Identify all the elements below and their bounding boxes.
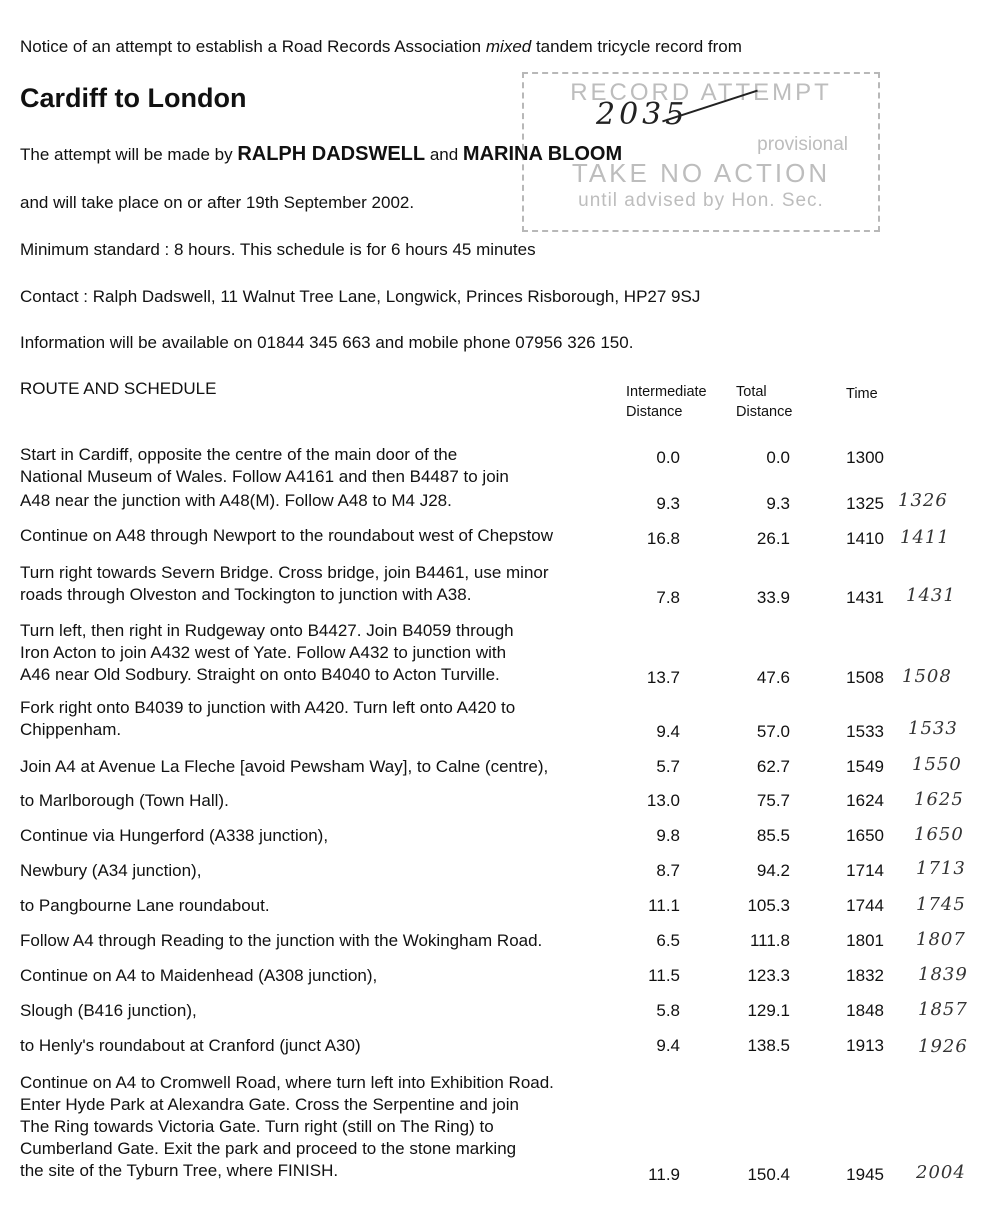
desc-line: National Museum of Wales. Follow A4161 and then B4487 to join xyxy=(20,467,509,486)
desc-line: the site of the Tyburn Tree, where FINISH. xyxy=(20,1161,339,1180)
intermediate-distance: 5.7 xyxy=(656,757,680,776)
row-description xyxy=(20,1072,660,1182)
total-distance: 138.5 xyxy=(747,1036,790,1055)
desc-line: roads through Olveston and Tockington to junction with A38. xyxy=(20,585,472,604)
handwritten-actual-time: 1533 xyxy=(908,718,958,739)
scheduled-time: 1945 xyxy=(846,1165,884,1184)
row-description xyxy=(20,895,660,917)
total-distance: 85.5 xyxy=(756,826,790,845)
stamp-line-1: RECORD ATTEMPT xyxy=(570,79,832,106)
total-distance: 57.0 xyxy=(756,722,790,741)
row-description xyxy=(20,490,660,512)
row-description xyxy=(20,756,660,778)
handwritten-actual-time: 1431 xyxy=(906,585,956,606)
rider-1: RALPH DADSWELL xyxy=(237,143,426,165)
intermediate-distance: 9.8 xyxy=(656,826,680,845)
row-description xyxy=(20,620,660,686)
scheduled-time: 1508 xyxy=(846,668,884,687)
stamp-line-4: until advised by Hon. Sec. xyxy=(578,190,824,211)
handwritten-actual-time: 1839 xyxy=(918,964,968,985)
col-time: Time xyxy=(846,386,878,402)
row-description xyxy=(20,1000,660,1022)
total-distance: 105.3 xyxy=(747,896,790,915)
desc-line: to Henly's roundabout at Cranford (junct A30) xyxy=(20,1036,361,1055)
handwritten-actual-time: 1807 xyxy=(916,929,966,950)
scheduled-time: 1744 xyxy=(846,896,884,915)
row-description xyxy=(20,965,660,987)
desc-line: A48 near the junction with A48(M). Follow A48 to M4 J28. xyxy=(20,491,452,510)
total-distance: 47.6 xyxy=(756,668,790,687)
intermediate-distance: 11.1 xyxy=(648,896,680,915)
notice-prefix: Notice of an attempt to establish a Road Records Association xyxy=(20,37,486,56)
attempt-and: and xyxy=(425,145,463,164)
total-distance: 33.9 xyxy=(756,588,790,607)
scheduled-time: 1832 xyxy=(846,966,884,985)
desc-line: Join A4 at Avenue La Fleche [avoid Pewsham Way], to Calne (centre), xyxy=(20,757,549,776)
info-line: Information will be available on 01844 345 663 and mobile phone 07956 326 150. xyxy=(20,333,634,352)
handwritten-actual-time: 2004 xyxy=(916,1162,966,1183)
intermediate-distance: 7.8 xyxy=(656,588,680,607)
desc-line: The Ring towards Victoria Gate. Turn right (still on The Ring) to xyxy=(20,1117,494,1136)
scheduled-time: 1801 xyxy=(846,931,884,950)
scheduled-time: 1624 xyxy=(846,791,884,810)
desc-line: Start in Cardiff, opposite the centre of the main door of the xyxy=(20,445,458,464)
desc-line: A46 near Old Sodbury. Straight on onto B4040 to Acton Turville. xyxy=(20,665,500,684)
notice-suffix: tandem tricycle record from xyxy=(531,37,742,56)
intermediate-distance: 9.3 xyxy=(656,494,680,513)
desc-line: to Pangbourne Lane roundabout. xyxy=(20,896,270,915)
scheduled-time: 1549 xyxy=(846,757,884,776)
row-description xyxy=(20,525,660,547)
intermediate-distance: 16.8 xyxy=(646,529,680,548)
scheduled-time: 1650 xyxy=(846,826,884,845)
row-description xyxy=(20,1035,660,1057)
attempt-line xyxy=(20,143,622,166)
col-intermediate-line-1: Intermediate xyxy=(626,384,707,400)
total-distance: 75.7 xyxy=(756,791,790,810)
desc-line: Follow A4 through Reading to the junction with the Wokingham Road. xyxy=(20,931,543,950)
desc-line: Cumberland Gate. Exit the park and proceed to the stone marking xyxy=(20,1139,517,1158)
intermediate-distance: 8.7 xyxy=(656,861,680,880)
handwritten-actual-time: 1926 xyxy=(918,1036,968,1057)
stamp-line-2: provisional xyxy=(757,134,848,155)
handwritten-actual-time: 1650 xyxy=(914,824,964,845)
attempt-prefix: The attempt will be made by xyxy=(20,145,238,164)
desc-line: Enter Hyde Park at Alexandra Gate. Cross the Serpentine and join xyxy=(20,1095,519,1114)
row-description xyxy=(20,444,660,488)
handwritten-actual-time: 1857 xyxy=(918,999,968,1020)
desc-line: Turn right towards Severn Bridge. Cross bridge, join B4461, use minor xyxy=(20,563,549,582)
intermediate-distance: 0.0 xyxy=(656,448,680,467)
contact-line: Contact : Ralph Dadswell, 11 Walnut Tree Lane, Longwick, Princes Risborough, HP27 9SJ xyxy=(20,287,701,306)
intermediate-distance: 5.8 xyxy=(656,1001,680,1020)
page-title: Cardiff to London xyxy=(20,83,247,113)
scheduled-time: 1714 xyxy=(846,861,884,880)
handwritten-actual-time: 1625 xyxy=(914,789,964,810)
col-total-line-1: Total xyxy=(736,384,767,400)
handwritten-actual-time: 1745 xyxy=(916,894,966,915)
scheduled-time: 1533 xyxy=(846,722,884,741)
handwritten-actual-time: 1508 xyxy=(902,666,952,687)
date-line: and will take place on or after 19th September 2002. xyxy=(20,193,415,212)
total-distance: 9.3 xyxy=(766,494,790,513)
row-description xyxy=(20,697,660,741)
scheduled-time: 1431 xyxy=(846,588,884,607)
intermediate-distance: 9.4 xyxy=(656,1036,680,1055)
notice-italic: mixed xyxy=(485,37,532,56)
intermediate-distance: 13.7 xyxy=(646,668,680,687)
total-distance: 94.2 xyxy=(756,861,790,880)
stamp-handwritten-number: 2035 xyxy=(596,97,689,132)
handwritten-actual-time: 1326 xyxy=(898,490,948,511)
stamp-line-3: TAKE NO ACTION xyxy=(571,158,831,188)
scheduled-time: 1325 xyxy=(846,494,884,513)
scheduled-time: 1300 xyxy=(846,448,884,467)
scheduled-time: 1913 xyxy=(846,1036,884,1055)
section-title: ROUTE AND SCHEDULE xyxy=(20,379,217,398)
row-description xyxy=(20,860,660,882)
col-intermediate-line-2: Distance xyxy=(626,404,683,420)
rider-2: MARINA BLOOM xyxy=(462,143,623,165)
total-distance: 111.8 xyxy=(749,931,790,950)
intermediate-distance: 11.5 xyxy=(648,966,680,985)
total-distance: 62.7 xyxy=(756,757,790,776)
standard-line: Minimum standard : 8 hours. This schedule is for 6 hours 45 minutes xyxy=(20,240,536,259)
col-total-line-2: Distance xyxy=(736,404,793,420)
desc-line: Fork right onto B4039 to junction with A420. Turn left onto A420 to xyxy=(20,698,516,717)
scheduled-time: 1410 xyxy=(846,529,884,548)
handwritten-actual-time: 1411 xyxy=(900,527,950,548)
desc-line: Slough (B416 junction), xyxy=(20,1001,197,1020)
desc-line: Iron Acton to join A432 west of Yate. Follow A432 to junction with xyxy=(20,643,507,662)
total-distance: 0.0 xyxy=(766,448,790,467)
desc-line: Continue on A48 through Newport to the roundabout west of Chepstow xyxy=(20,526,554,545)
intermediate-distance: 11.9 xyxy=(648,1165,680,1184)
intermediate-distance: 6.5 xyxy=(656,931,680,950)
desc-line: to Marlborough (Town Hall). xyxy=(20,791,229,810)
row-description xyxy=(20,790,660,812)
desc-line: Continue via Hungerford (A338 junction), xyxy=(20,826,329,845)
total-distance: 150.4 xyxy=(747,1165,790,1184)
scheduled-time: 1848 xyxy=(846,1001,884,1020)
intermediate-distance: 9.4 xyxy=(656,722,680,741)
intermediate-distance: 13.0 xyxy=(646,791,680,810)
desc-line: Continue on A4 to Maidenhead (A308 junction), xyxy=(20,966,378,985)
desc-line: Chippenham. xyxy=(20,720,122,739)
handwritten-actual-time: 1550 xyxy=(912,754,962,775)
desc-line: Newbury (A34 junction), xyxy=(20,861,202,880)
desc-line: Turn left, then right in Rudgeway onto B4427. Join B4059 through xyxy=(20,621,514,640)
total-distance: 129.1 xyxy=(747,1001,790,1020)
row-description xyxy=(20,825,660,847)
notice-line xyxy=(20,36,742,58)
row-description xyxy=(20,562,660,606)
total-distance: 26.1 xyxy=(756,529,790,548)
total-distance: 123.3 xyxy=(747,966,790,985)
desc-line: Continue on A4 to Cromwell Road, where turn left into Exhibition Road. xyxy=(20,1073,554,1092)
row-description xyxy=(20,930,660,952)
handwritten-actual-time: 1713 xyxy=(916,858,966,879)
